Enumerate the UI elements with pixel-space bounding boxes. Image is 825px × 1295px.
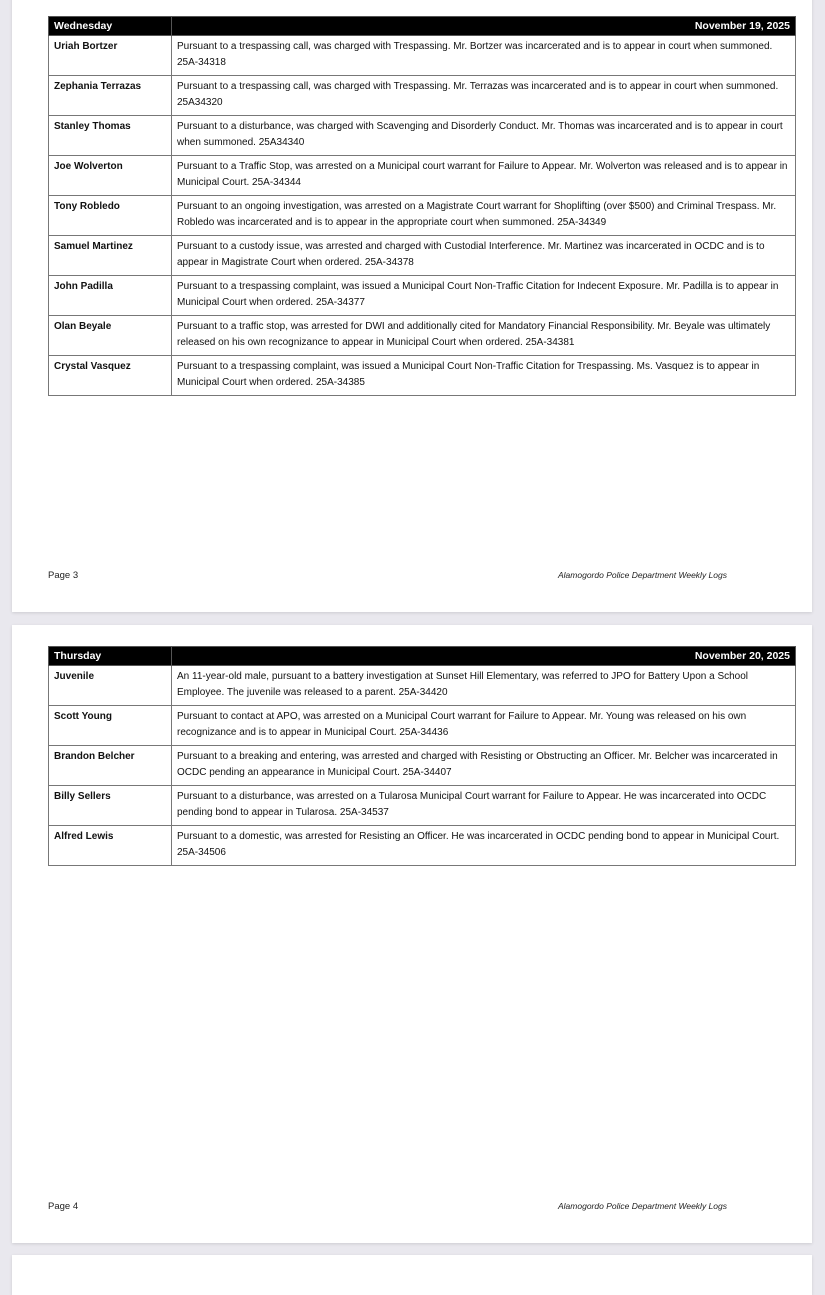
- incident-description: Pursuant to a breaking and entering, was arrested and charged with Resisting or Obstructing an Officer. Mr. Belcher was incarcerated in OCDC pending an appearance in Municipal Court. 25A-34407: [172, 746, 796, 786]
- incident-description: Pursuant to a traffic stop, was arrested for DWI and additionally cited for Mandatory Financial Responsibility. Mr. Beyale was ultimately released on his own recognizance to appear in Municipal Court when ordered. 25A-34381: [172, 316, 796, 356]
- person-name: Stanley Thomas: [49, 116, 172, 156]
- incident-description: Pursuant to a trespassing complaint, was issued a Municipal Court Non-Traffic Citation for Trespassing. Ms. Vasquez is to appear in Municipal Court when ordered. 25A-34385: [172, 356, 796, 396]
- log-table-wednesday: [48, 16, 796, 396]
- person-name: Alfred Lewis: [49, 826, 172, 866]
- incident-description: Pursuant to a trespassing call, was charged with Trespassing. Mr. Bortzer was incarcerated and is to appear in court when summoned. 25A-34318: [172, 36, 796, 76]
- person-name: Juvenile: [49, 666, 172, 706]
- incident-description: Pursuant to a trespassing complaint, was issued a Municipal Court Non-Traffic Citation for Indecent Exposure. Mr. Padilla is to appear in Municipal Court when ordered. 25A-34377: [172, 276, 796, 316]
- table-row: [49, 116, 796, 156]
- person-name: Scott Young: [49, 706, 172, 746]
- incident-description: Pursuant to a trespassing call, was charged with Trespassing. Mr. Terrazas was incarcerated and is to appear in court when summoned. 25A34320: [172, 76, 796, 116]
- person-name: Samuel Martinez: [49, 236, 172, 276]
- day-header: Thursday: [49, 647, 172, 666]
- person-name: Joe Wolverton: [49, 156, 172, 196]
- person-name: Zephania Terrazas: [49, 76, 172, 116]
- date-header: November 19, 2025: [172, 17, 796, 36]
- date-header: November 20, 2025: [172, 647, 796, 666]
- document-page-4: [12, 625, 812, 1243]
- table-row: [49, 156, 796, 196]
- incident-description: Pursuant to a disturbance, was arrested on a Tularosa Municipal Court warrant for Failure to Appear. He was incarcerated into OCDC pending bond to appear in Tularosa. 25A-34537: [172, 786, 796, 826]
- person-name: Crystal Vasquez: [49, 356, 172, 396]
- table-row: [49, 746, 796, 786]
- table-row: [49, 76, 796, 116]
- document-page-3: [12, 0, 812, 612]
- table-row: [49, 786, 796, 826]
- person-name: Uriah Bortzer: [49, 36, 172, 76]
- table-row: [49, 276, 796, 316]
- person-name: Billy Sellers: [49, 786, 172, 826]
- person-name: Olan Beyale: [49, 316, 172, 356]
- incident-description: Pursuant to a Traffic Stop, was arrested on a Municipal court warrant for Failure to Appear. Mr. Wolverton was released and is to appear in Municipal Court. 25A-34344: [172, 156, 796, 196]
- person-name: Tony Robledo: [49, 196, 172, 236]
- incident-description: Pursuant to a custody issue, was arrested and charged with Custodial Interference. Mr. Martinez was incarcerated in OCDC and is to appear in Magistrate Court when ordered. 25A-34378: [172, 236, 796, 276]
- table-row: [49, 196, 796, 236]
- day-header: Wednesday: [49, 17, 172, 36]
- table-header-row: [49, 17, 796, 36]
- incident-description: Pursuant to contact at APO, was arrested on a Municipal Court warrant for Failure to Appear. Mr. Young was released on his own recognizance and is to appear in Municipal Court. 25A-34436: [172, 706, 796, 746]
- table-header-row: [49, 647, 796, 666]
- table-row: [49, 36, 796, 76]
- footer-title: Alamogordo Police Department Weekly Logs: [558, 570, 727, 580]
- table-row: [49, 826, 796, 866]
- table-row: [49, 706, 796, 746]
- person-name: John Padilla: [49, 276, 172, 316]
- incident-description: An 11-year-old male, pursuant to a battery investigation at Sunset Hill Elementary, was referred to JPO for Battery Upon a School Employee. The juvenile was released to a parent. 25A-34420: [172, 666, 796, 706]
- page-number: Page 3: [48, 570, 79, 581]
- document-page-next: [12, 1255, 812, 1295]
- table-row: [49, 356, 796, 396]
- log-table-thursday: [48, 646, 796, 866]
- person-name: Brandon Belcher: [49, 746, 172, 786]
- table-row: [49, 316, 796, 356]
- incident-description: Pursuant to a domestic, was arrested for Resisting an Officer. He was incarcerated in OCDC pending bond to appear in Municipal Court. 25A-34506: [172, 826, 796, 866]
- page-number: Page 4: [48, 1201, 79, 1212]
- incident-description: Pursuant to an ongoing investigation, was arrested on a Magistrate Court warrant for Shoplifting (over $500) and Criminal Trespass. Mr. Robledo was incarcerated and is to appear in the appropriate court when summoned. 25A-34349: [172, 196, 796, 236]
- table-row: [49, 666, 796, 706]
- table-row: [49, 236, 796, 276]
- footer-title: Alamogordo Police Department Weekly Logs: [558, 1201, 727, 1211]
- incident-description: Pursuant to a disturbance, was charged with Scavenging and Disorderly Conduct. Mr. Thomas was incarcerated and is to appear in court when summoned. 25A34340: [172, 116, 796, 156]
